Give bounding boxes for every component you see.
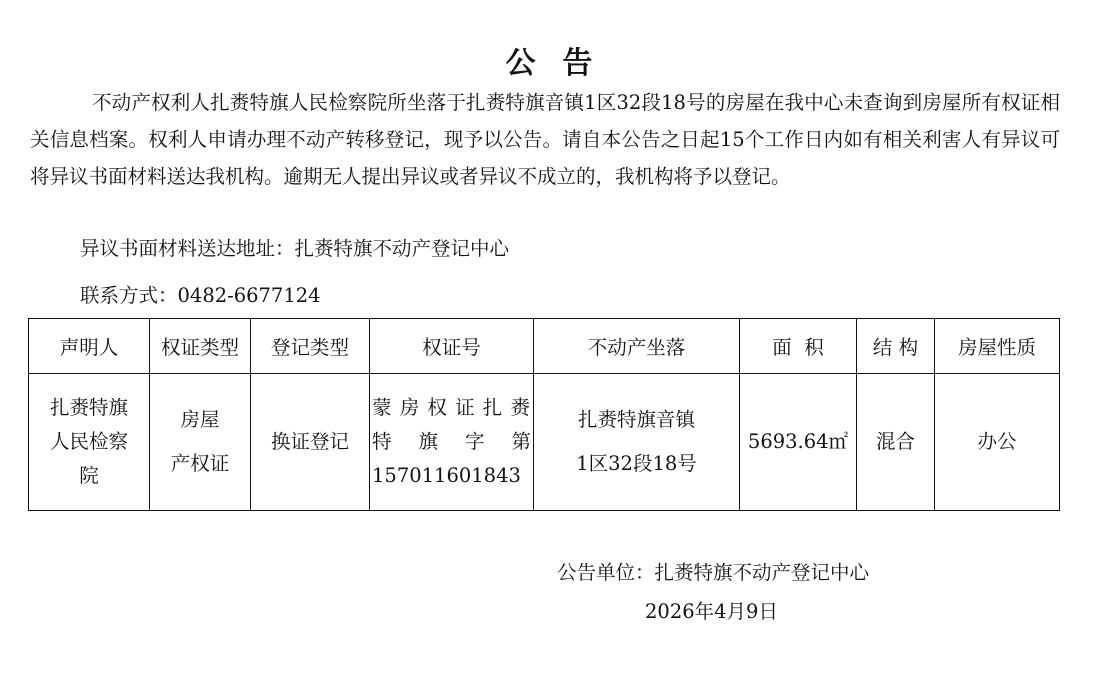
header-cert-type: 权证类型	[150, 319, 251, 374]
cell-cert-no	[370, 374, 534, 511]
header-reg-type: 登记类型	[251, 319, 370, 374]
cell-nature: 办公	[935, 374, 1060, 511]
declarant-line: 人民检察	[49, 430, 128, 453]
property-table	[28, 318, 1060, 511]
cert-no-line: 蒙房权证扎赉	[372, 396, 531, 419]
cell-location	[534, 374, 740, 511]
header-location: 不动产坐落	[534, 319, 740, 374]
table-header-row	[29, 319, 1060, 374]
cert-no-line: 特 旗 字 第	[372, 430, 531, 453]
notice-date: 2026年4月9日	[645, 600, 778, 623]
contact-info: 联系方式：0482-6677124	[80, 284, 321, 307]
cell-cert-type	[150, 374, 251, 511]
cert-type-line: 产权证	[170, 452, 230, 475]
header-structure: 结 构	[857, 319, 935, 374]
cell-reg-type: 换证登记	[251, 374, 370, 511]
notice-title: 公 告	[505, 46, 595, 81]
declarant-line: 扎赉特旗	[49, 396, 128, 419]
header-nature: 房屋性质	[935, 319, 1060, 374]
table-row	[29, 374, 1060, 511]
location-line: 扎赉特旗音镇	[577, 408, 695, 431]
notice-body: 不动产权利人扎赉特旗人民检察院所坐落于扎赉特旗音镇1区32段18号的房屋在我中心未查询到房屋所有权证相关信息档案。权利人申请办理不动产转移登记，现予以公告。请自本公告之日起15个工作日内如有相关利害人有异议可将异议书面材料送达我机构。逾期无人提出异议或者异议不成立的，我机构将予以登记。	[30, 91, 1060, 188]
header-area: 面 积	[740, 319, 857, 374]
cell-structure: 混合	[857, 374, 935, 511]
header-declarant: 声明人	[29, 319, 150, 374]
notice-unit: 公告单位：扎赉特旗不动产登记中心	[557, 561, 870, 584]
location-line: 1区32段18号	[576, 452, 697, 475]
cert-no-line: 157011601843	[372, 464, 521, 487]
header-cert-no: 权证号	[370, 319, 534, 374]
cell-declarant	[29, 374, 150, 511]
cell-area: 5693.64㎡	[740, 374, 857, 511]
objection-address: 异议书面材料送达地址：扎赉特旗不动产登记中心	[80, 237, 510, 260]
cert-type-line: 房屋	[180, 408, 220, 431]
declarant-line: 院	[79, 464, 99, 487]
